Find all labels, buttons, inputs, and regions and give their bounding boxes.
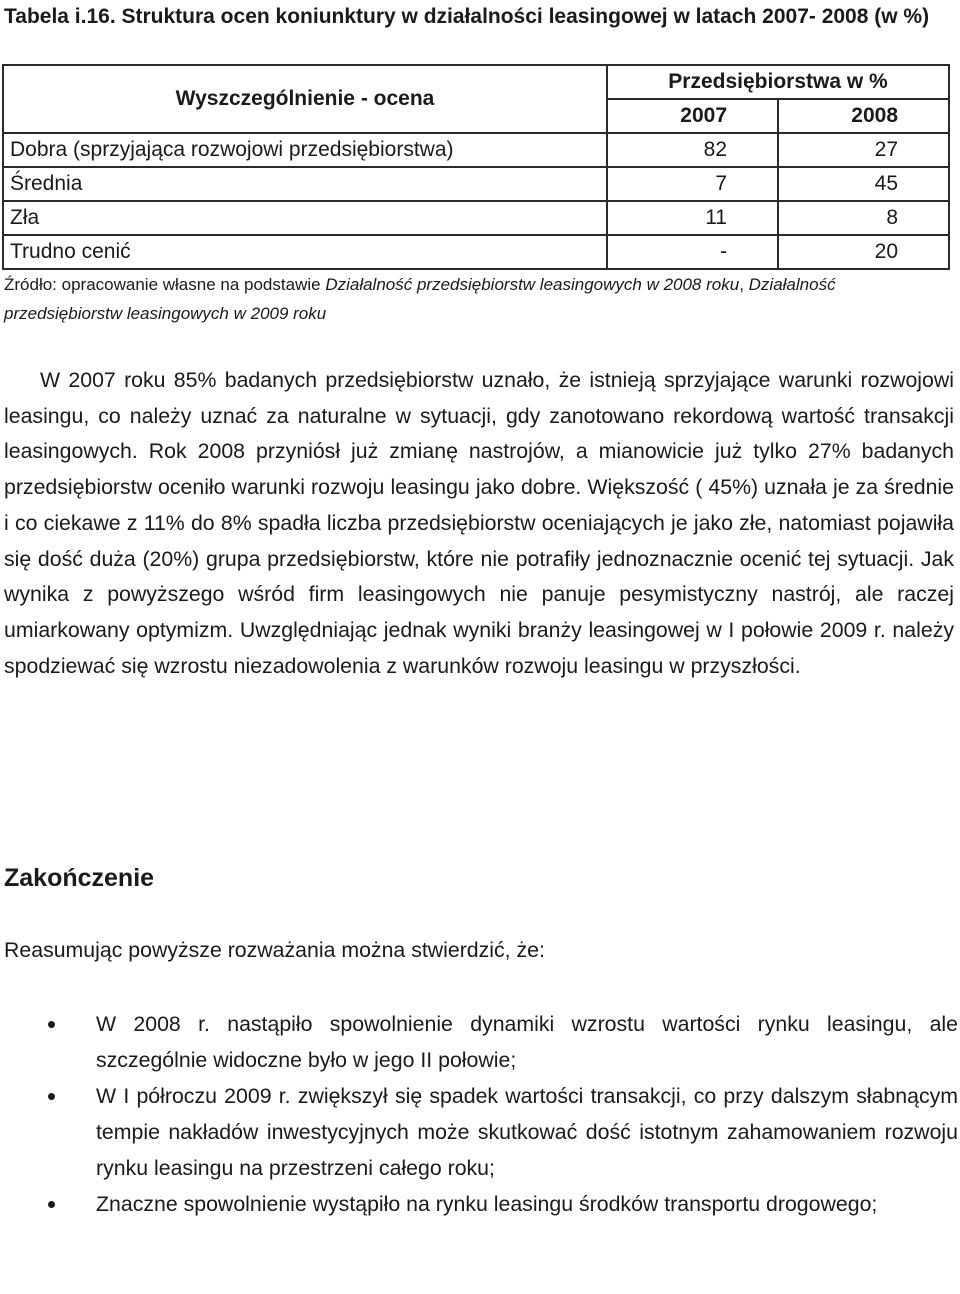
analysis-paragraph: W 2007 roku 85% badanych przedsiębiorstw uznało, że istnieją sprzyjające warunki rozwojowi leasingu, co należy uznać za naturalne w sytuacji, gdy zanotowano rekordową wartość transakcji leasingowych. Rok 2008 przyniósł już zmianę nastrojów, a mianowicie już tylko 27% badanych przedsiębiorstw oceniło warunki rozwoju leasingu jako dobre. Większość ( 45%) uznała je za średnie i co ciekawe z 11% do 8% spadła liczba przedsiębiorstw oceniających je jako złe, natomiast pojawiła się dość duża (20%) grupa przedsiębiorstw, które nie potrafiły jednoznacznie ocenić tej sytuacji. Jak wynika z powyższego wśród firm leasingowych nie panuje pesymistyczny nastrój, ale raczej umiarkowany optymizm. Uwzględniając jednak wyniki branży leasingowej w I połowie 2009 r. należy spodziewać się wzrostu niezadowolenia z warunków rozwoju leasingu w przyszłości. — [4, 368, 954, 678]
row-label: Zła — [3, 201, 607, 235]
source-title-2009: Działalność przedsiębiorstw leasingowych w 2009 roku — [4, 275, 836, 323]
list-item — [0, 1007, 958, 1079]
source-title-2008: Działalność przedsiębiorstw leasingowych w 2008 roku — [325, 275, 740, 294]
source-separator: , — [739, 275, 749, 294]
list-item-text: W 2008 r. nastąpiło spowolnienie dynamiki wzrostu wartości rynku leasingu, ale szczególnie widoczne było w jego II połowie; — [96, 1012, 958, 1072]
table-caption: Tabela i.16. Struktura ocen koniunktury w działalności leasingowej w latach 2007- 2008 (w %) — [4, 5, 930, 28]
ratings-table — [2, 64, 950, 270]
row-value-2007: - — [607, 235, 778, 269]
row-label: Średnia — [3, 167, 607, 201]
bullet-icon — [48, 1093, 55, 1100]
row-label: Dobra (sprzyjająca rozwojowi przedsiębiorstwa) — [3, 133, 607, 167]
row-value-2007: 82 — [607, 133, 778, 167]
row-label: Trudno cenić — [3, 235, 607, 269]
row-value-2008: 27 — [778, 133, 949, 167]
table-row — [3, 167, 949, 201]
table-source-note — [4, 270, 954, 328]
row-value-2007: 11 — [607, 201, 778, 235]
table-row — [3, 201, 949, 235]
source-prefix: Źródło: opracowanie własne na podstawie — [4, 275, 326, 294]
row-value-2008: 45 — [778, 167, 949, 201]
bullet-icon — [48, 1021, 55, 1028]
table-row — [3, 133, 949, 167]
list-item-text: W I półroczu 2009 r. zwiększył się spadek wartości transakcji, co przy dalszym słabnącym tempie nakładów inwestycyjnych może skutkować dość istotnym zahamowaniem rozwoju rynku leasingu na przestrzeni całego roku; — [96, 1083, 958, 1180]
bullet-icon — [48, 1201, 55, 1208]
row-value-2007: 7 — [607, 167, 778, 201]
list-item — [0, 1079, 958, 1187]
header-category: Wyszczególnienie - ocena — [3, 65, 607, 133]
header-year-2008: 2008 — [778, 99, 949, 133]
summary-lead: Reasumując powyższe rozważania można stwierdzić, że: — [4, 938, 545, 962]
row-value-2008: 8 — [778, 201, 949, 235]
conclusions-list — [0, 1007, 958, 1222]
list-item — [0, 1187, 958, 1223]
table-row — [3, 235, 949, 269]
list-item-text: Znaczne spowolnienie wystąpiło na rynku leasingu środków transportu drogowego; — [96, 1191, 878, 1216]
table-header-row — [3, 65, 949, 99]
row-value-2008: 20 — [778, 235, 949, 269]
header-group: Przedsiębiorstwa w % — [607, 65, 949, 99]
header-year-2007: 2007 — [607, 99, 778, 133]
section-heading: Zakończenie — [4, 864, 155, 892]
